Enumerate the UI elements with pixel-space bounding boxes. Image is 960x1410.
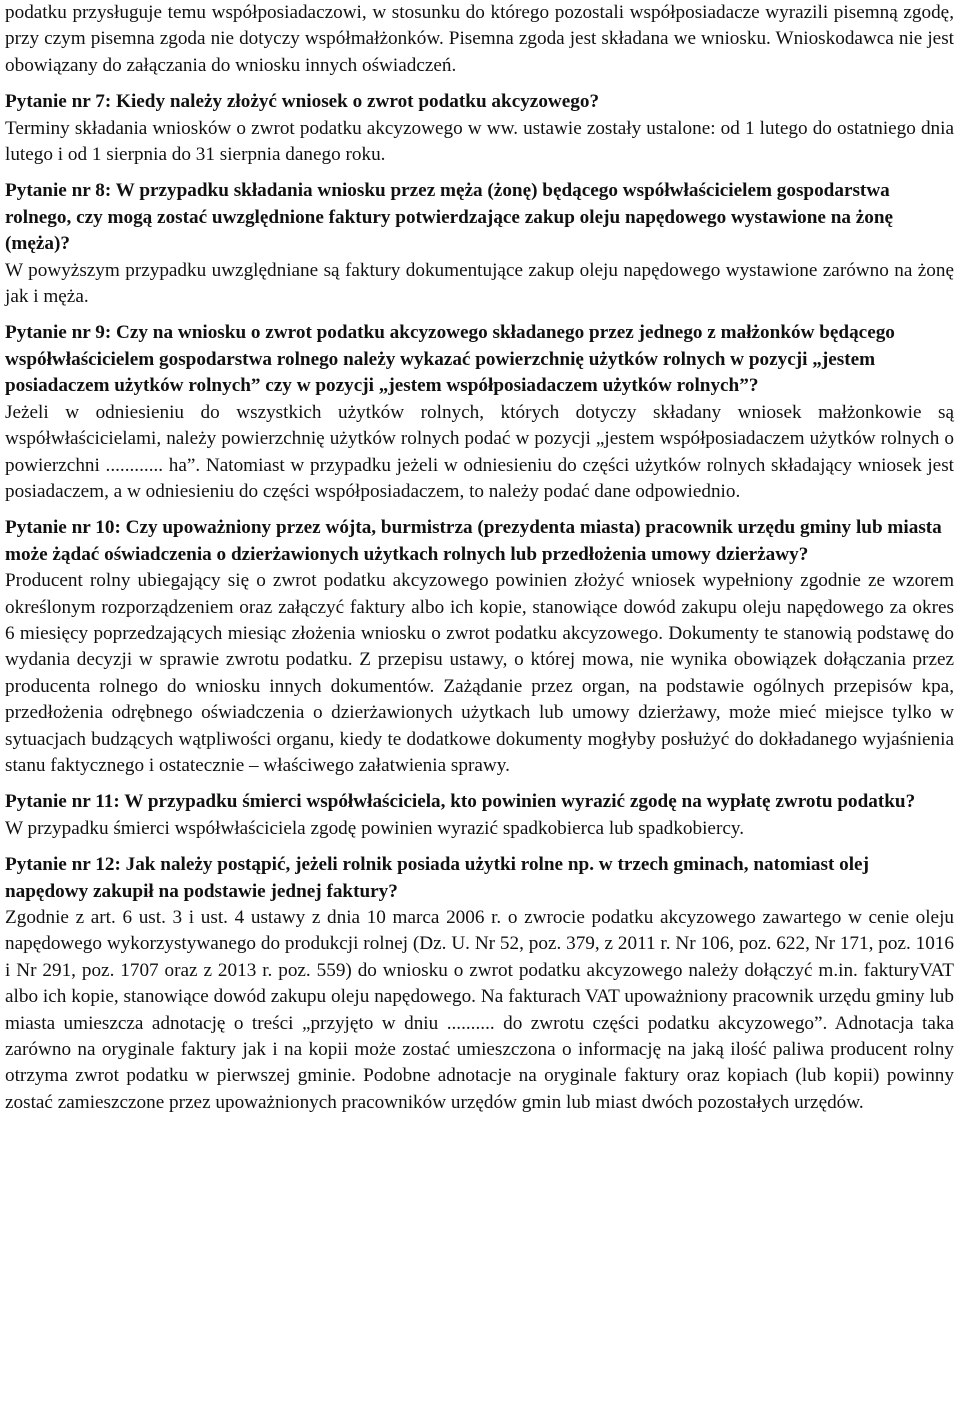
qa-block-12 xyxy=(5,852,954,1116)
qa-block-11 xyxy=(5,789,954,842)
intro-paragraph: podatku przysługuje temu współposiadaczowi, w stosunku do którego pozostali współposiadacze wyrazili pisemną zgodę, przy czym pisemna zgoda nie dotyczy współmałżonków. Pisemna zgoda jest składana we wniosku. Wnioskodawca nie jest obowiązany do załączania do wniosku innych oświadczeń. xyxy=(5,2,954,76)
answer-7-paragraph: Terminy składania wniosków o zwrot podatku akcyzowego w ww. ustawie zostały ustalone: od 1 lutego do ostatniego dnia lutego i od 1 sierpnia do 31 sierpnia danego roku. xyxy=(5,117,954,166)
qa-block-8 xyxy=(5,178,954,310)
answer-10-paragraph: Producent rolny ubiegający się o zwrot podatku akcyzowego powinien złożyć wniosek wypełniony zgodnie ze wzorem określonym rozporządzeniem oraz załączyć faktury albo ich kopie, stanowiące dowód zakupu oleju napędowego za okres 6 miesięcy poprzedzających miesiąc złożenia wniosku o zwrot podatku akcyzowego. Dokumenty te stanowią podstawę do wydania decyzji w sprawie zwrotu podatku. Z przepisu ustawy, o której mowa, nie wynika obowiązek dołączania przez producenta rolnego do wniosku innych dokumentów. Zażądanie przez organ, na podstawie ogólnych przepisów kpa, przedłożenia odrębnego oświadczenia o dzierżawionych użytkach lub umowy dzierżawy, może mieć miejsce tylko w sytuacjach budzących wątpliwości organu, kiedy te dodatkowe dokumenty mogłyby posłużyć do dokładanego wyjaśnienia stanu faktycznego i ostatecznie – właściwego załatwienia sprawy. xyxy=(5,570,954,776)
qa-block-7 xyxy=(5,89,954,168)
qa-block-9 xyxy=(5,320,954,505)
qa-block-10 xyxy=(5,515,954,779)
answer-8-paragraph: W powyższym przypadku uwzględniane są faktury dokumentujące zakup oleju napędowego wystawione zarówno na żonę jak i męża. xyxy=(5,259,954,308)
answer-12-paragraph: Zgodnie z art. 6 ust. 3 i ust. 4 ustawy z dnia 10 marca 2006 r. o zwrocie podatku akcyzowego zawartego w cenie oleju napędowego wykorzystywanego do produkcji rolnej (Dz. U. Nr 52, poz. 379, z 2011 r. Nr 106, poz. 622, Nr 171, poz. 1016 i Nr 291, poz. 1707 oraz z 2013 r. poz. 559) do wniosku o zwrot podatku akcyzowego należy dołączyć m.in. fakturyVAT albo ich kopie, stanowiące dowód zakupu oleju napędowego. Na fakturach VAT upoważniony pracownik urzędu gminy lub miasta umieszcza adnotację o treści „przyjęto w dniu .......... do zwrotu części podatku akcyzowego”. Adnotacja taka zarówno na oryginale faktury jak i na kopii może zostać umieszczona o informację na jaką ilość paliwa producent rolny otrzyma zwrot podatku w pierwszej gminie. Podobne adnotacje na oryginale faktury oraz kopiach (lub kopii) powinny zostać zamieszczone przez upoważnionych pracowników urzędów gmin lub miast dwóch pozostałych urzędów. xyxy=(5,907,954,1113)
answer-9-paragraph: Jeżeli w odniesieniu do wszystkich użytków rolnych, których dotyczy składany wniosek małżonkowie są współwłaścicielami, należy powierzchnię użytków rolnych podać w pozycji „jestem współposiadaczem użytków rolnych o powierzchni ............ ha”. Natomiast w przypadku jeżeli w odniesieniu do części użytków rolnych składający wniosek jest posiadaczem, a w odniesieniu do części współposiadaczem, to należy podać dane odpowiednio. xyxy=(5,401,954,502)
question-10-heading: Pytanie nr 10: Czy upoważniony przez wójta, burmistrza (prezydenta miasta) pracownik urzędu gminy lub miasta może żądać oświadczenia o dzierżawionych użytkach rolnych lub przedłożenia umowy dzierżawy? xyxy=(5,517,942,565)
question-8-heading: Pytanie nr 8: W przypadku składania wniosku przez męża (żonę) będącego współwłaścicielem gospodarstwa rolnego, czy mogą zostać uwzględnione faktury potwierdzające zakup oleju napędowego wystawione na żonę (męża)? xyxy=(5,180,894,255)
question-11-heading: Pytanie nr 11: W przypadku śmierci współwłaściciela, kto powinien wyrazić zgodę na wypłatę zwrotu podatku? xyxy=(5,791,916,813)
answer-11-paragraph: W przypadku śmierci współwłaściciela zgodę powinien wyrazić spadkobierca lub spadkobiercy. xyxy=(5,817,744,839)
question-7-heading: Pytanie nr 7: Kiedy należy złożyć wniosek o zwrot podatku akcyzowego? xyxy=(5,91,600,113)
question-9-heading: Pytanie nr 9: Czy na wniosku o zwrot podatku akcyzowego składanego przez jednego z małżonków będącego współwłaścicielem gospodarstwa rolnego należy wykazać powierzchnię użytków rolnych w pozycji „jestem posiadaczem użytków rolnych” czy w pozycji „jestem współposiadaczem użytków rolnych”? xyxy=(5,322,895,397)
question-12-heading: Pytanie nr 12: Jak należy postąpić, jeżeli rolnik posiada użytki rolne np. w trzech gminach, natomiast olej napędowy zakupił na podstawie jednej faktury? xyxy=(5,854,869,902)
